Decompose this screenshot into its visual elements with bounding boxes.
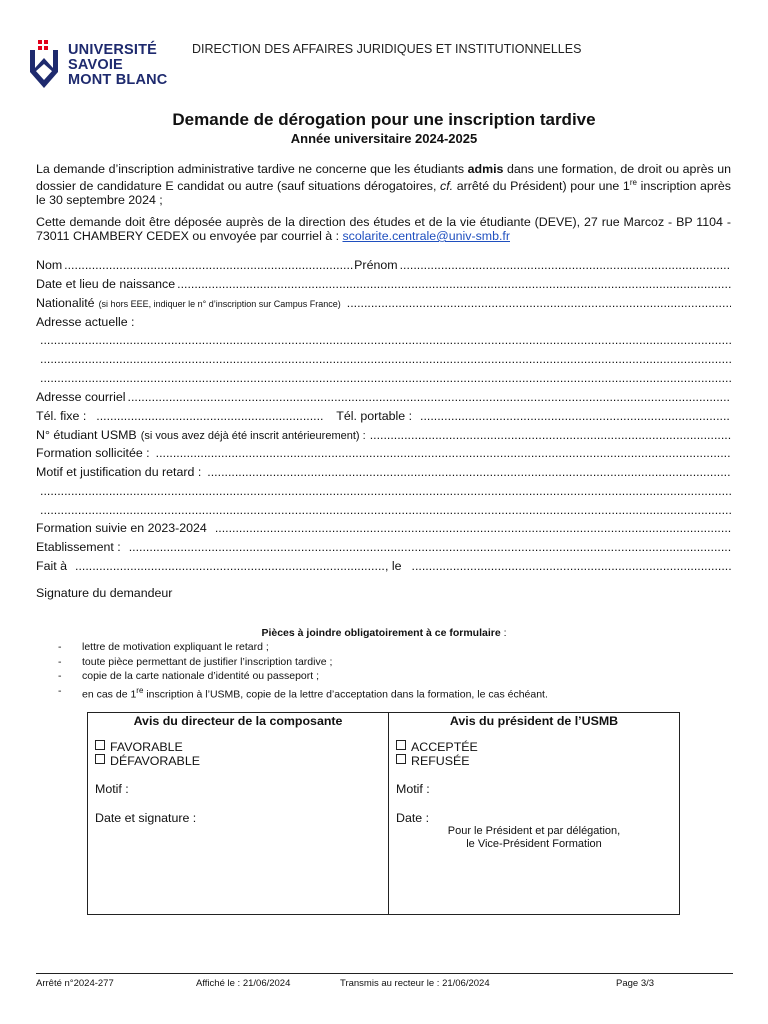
label-nationalite: Nationalité xyxy=(36,296,95,310)
field-nom-prenom[interactable] xyxy=(36,258,731,273)
checkbox-label: FAVORABLE xyxy=(110,740,183,754)
delegation-text xyxy=(389,825,679,851)
fill-line xyxy=(40,484,731,498)
intro-text: La demande d’inscription administrative tardive ne concerne que les étudiants xyxy=(36,162,468,176)
checkbox-icon[interactable] xyxy=(95,754,105,764)
list-item xyxy=(58,669,548,684)
fill-line xyxy=(64,258,354,272)
fill-line xyxy=(96,409,324,423)
label-adresse: Adresse actuelle : xyxy=(36,315,135,329)
logo-line-2: SAVOIE xyxy=(68,57,123,73)
signature-label: Signature du demandeur xyxy=(36,586,173,600)
label-formation-suivie: Formation suivie en 2023-2024 xyxy=(36,521,207,535)
field-formation-sollicitee[interactable] xyxy=(36,446,731,461)
intro-italic: cf. xyxy=(440,179,454,194)
label-etablissement: Etablissement : xyxy=(36,540,121,554)
list-item-text xyxy=(82,684,548,702)
intro-paragraph-2 xyxy=(36,215,731,243)
checkbox-refusee[interactable] xyxy=(396,754,470,768)
fill-line xyxy=(75,559,385,573)
fill-line xyxy=(40,371,731,385)
list-item-text: lettre de motivation expliquant le retard ; xyxy=(82,641,269,653)
footer-arrete: Arrêté n°2024-277 xyxy=(36,978,114,989)
avis-president-title: Avis du président de l’USMB xyxy=(449,714,619,728)
checkbox-icon[interactable] xyxy=(396,754,406,764)
fill-line xyxy=(420,409,731,423)
list-item-text: copie de la carte nationale d’identité ou passeport ; xyxy=(82,670,319,682)
fill-line xyxy=(215,521,731,535)
field-nationalite[interactable] xyxy=(36,296,731,311)
item-sup: re xyxy=(136,685,144,695)
intro-text: inscription après le 30 septembre 2024 ; xyxy=(36,179,731,208)
note-nationalite: (si hors EEE, indiquer le n° d’inscription sur Campus France) xyxy=(98,299,341,309)
bullet: - xyxy=(58,684,62,697)
logo-wordmark xyxy=(68,43,167,88)
list-item-text: toute pièce permettant de justifier l’inscription tardive ; xyxy=(82,655,333,668)
label-tel-fixe: Tél. fixe : xyxy=(36,409,87,423)
checkbox-icon[interactable] xyxy=(396,740,406,750)
fill-line xyxy=(40,503,731,517)
field-date-lieu[interactable] xyxy=(36,277,731,292)
label-motif-president: Motif : xyxy=(396,782,430,796)
avis-table xyxy=(87,712,680,915)
avis-directeur-title: Avis du directeur de la composante xyxy=(133,714,343,728)
label-adresse-row xyxy=(36,315,731,330)
intro-text: Cette demande doit être déposée auprès de la direction des études et de la vie étudiante (DEVE), 27 rue Marcoz - BP 1104 - 73011 CHAMBERY CEDEX ou envoyée par courriel à : xyxy=(36,215,731,243)
delegation-line-1: Pour le Président et par délégation, xyxy=(447,825,621,837)
item-text: inscription à l’USMB, copie de la lettre d’acceptation dans la formation, le cas échéant. xyxy=(143,688,548,700)
fill-line xyxy=(207,465,731,479)
field-telephones[interactable] xyxy=(36,409,731,424)
label-tel-portable: Tél. portable : xyxy=(336,409,413,423)
list-item xyxy=(58,655,548,670)
checkbox-acceptee[interactable] xyxy=(396,740,478,754)
fill-line xyxy=(177,277,731,291)
label-date-president: Date : xyxy=(396,811,430,825)
fill-line xyxy=(412,559,731,573)
list-item xyxy=(58,684,548,702)
document-subtitle: Année universitaire 2024-2025 xyxy=(290,131,478,146)
note-num-etudiant: (si vous avez déjà été inscrit antérieurement) : xyxy=(140,430,366,442)
bullet: - xyxy=(58,655,62,668)
intro-text: arrêté du Président) pour une 1 xyxy=(453,179,630,194)
fill-line xyxy=(128,390,731,404)
avis-directeur-column xyxy=(88,713,389,914)
fill-line xyxy=(370,428,731,442)
field-motif-line-2[interactable] xyxy=(38,484,731,499)
university-crest-icon xyxy=(26,38,62,92)
list-item xyxy=(58,640,548,655)
fill-line xyxy=(156,446,731,460)
fill-line xyxy=(129,540,731,554)
checkbox-label: DÉFAVORABLE xyxy=(110,754,200,768)
intro-bold: admis xyxy=(467,162,504,176)
pieces-title-text: Pièces à joindre obligatoirement à ce formulaire xyxy=(261,627,501,639)
checkbox-icon[interactable] xyxy=(95,740,105,750)
pieces-title xyxy=(0,627,768,639)
label-formation-sollicitee: Formation sollicitée : xyxy=(36,446,150,460)
label-courriel: Adresse courriel xyxy=(36,390,126,404)
label-date-signature: Date et signature : xyxy=(95,811,197,825)
label-motif: Motif et justification du retard : xyxy=(36,465,202,479)
footer-divider xyxy=(36,973,733,974)
fill-line xyxy=(400,258,731,272)
fill-line xyxy=(40,333,731,347)
delegation-line-2: le Vice-Président Formation xyxy=(466,838,602,850)
document-title: Demande de dérogation pour une inscription tardive xyxy=(172,110,596,129)
field-adresse-line-3[interactable] xyxy=(38,371,731,386)
logo-line-1: UNIVERSITÉ xyxy=(68,42,158,58)
field-etablissement[interactable] xyxy=(36,540,731,555)
logo-line-3: MONT BLANC xyxy=(68,72,168,88)
item-text: en cas de 1 xyxy=(82,688,137,700)
bullet: - xyxy=(58,641,62,653)
pieces-title-suffix: : xyxy=(500,627,507,639)
label-le: , le xyxy=(385,559,402,573)
field-motif-line-3[interactable] xyxy=(38,503,731,518)
checkbox-label: REFUSÉE xyxy=(411,754,470,768)
department-title: DIRECTION DES AFFAIRES JURIDIQUES ET INSTITUTIONNELLES xyxy=(192,42,582,56)
label-date-lieu: Date et lieu de naissance xyxy=(36,277,176,291)
field-courriel[interactable] xyxy=(36,390,731,405)
field-motif[interactable] xyxy=(36,465,731,480)
field-adresse-line-2[interactable] xyxy=(38,352,731,367)
footer-affiche: Affiché le : 21/06/2024 xyxy=(196,978,291,989)
field-formation-suivie[interactable] xyxy=(36,521,731,536)
intro-text: dans une formation, de droit ou après un dossier de candidature E candidat ou autre (sauf situations dérogatoires, xyxy=(36,162,731,194)
footer-page: Page 3/3 xyxy=(616,978,655,989)
label-fait-a: Fait à xyxy=(36,559,67,573)
checkbox-defavorable[interactable] xyxy=(95,754,200,768)
label-motif-directeur: Motif : xyxy=(95,782,129,796)
bullet: - xyxy=(58,670,62,682)
intro-paragraph-1 xyxy=(36,162,731,207)
label-num-etudiant: N° étudiant USMB xyxy=(36,428,137,442)
field-fait-a[interactable] xyxy=(36,559,731,574)
fill-line xyxy=(347,296,731,310)
field-adresse-line-1[interactable] xyxy=(38,333,731,348)
label-prenom: Prénom xyxy=(354,258,398,272)
intro-sup: re xyxy=(629,178,637,187)
email-link[interactable]: scolarite.centrale@univ-smb.fr xyxy=(342,229,510,243)
checkbox-label: ACCEPTÉE xyxy=(411,740,478,754)
avis-president-column xyxy=(389,713,679,914)
label-nom: Nom xyxy=(36,258,63,272)
field-num-etudiant[interactable] xyxy=(36,428,731,443)
fill-line xyxy=(40,352,731,366)
checkbox-favorable[interactable] xyxy=(95,740,183,754)
pieces-list xyxy=(58,640,548,702)
footer-transmis: Transmis au recteur le : 21/06/2024 xyxy=(340,978,490,989)
